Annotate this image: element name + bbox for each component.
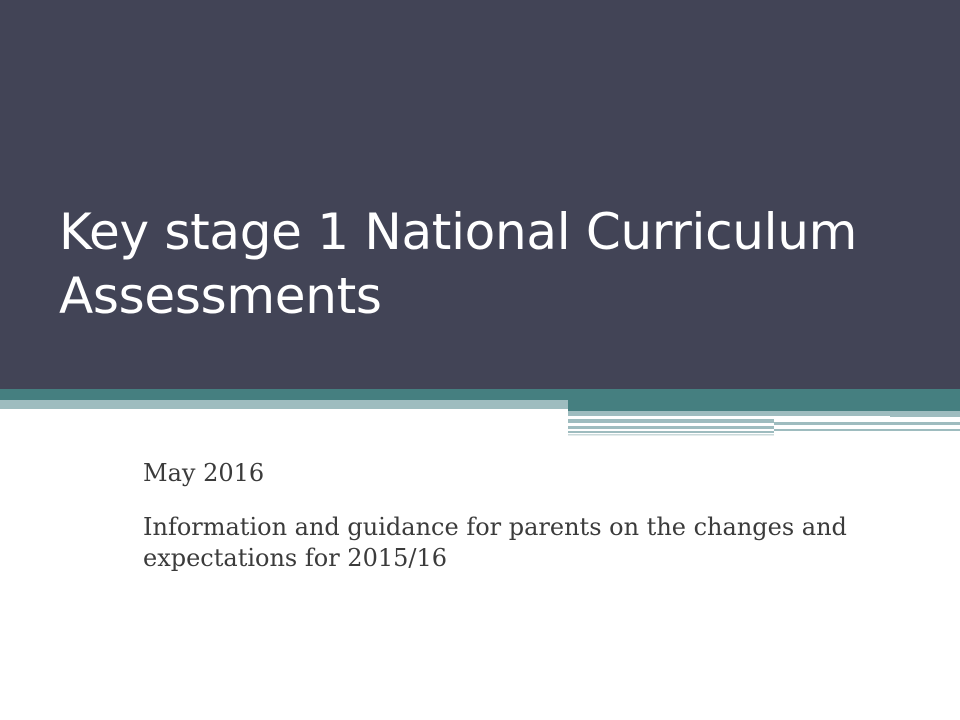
subtitle-date: May 2016 — [143, 459, 265, 487]
decorative-stripes — [0, 389, 960, 449]
slide-title: Key stage 1 National Curriculum Assessments — [59, 203, 858, 325]
subtitle-description: Information and guidance for parents on the changes and expectations for 2015/16 — [143, 513, 847, 572]
subtitle-area — [143, 458, 863, 574]
